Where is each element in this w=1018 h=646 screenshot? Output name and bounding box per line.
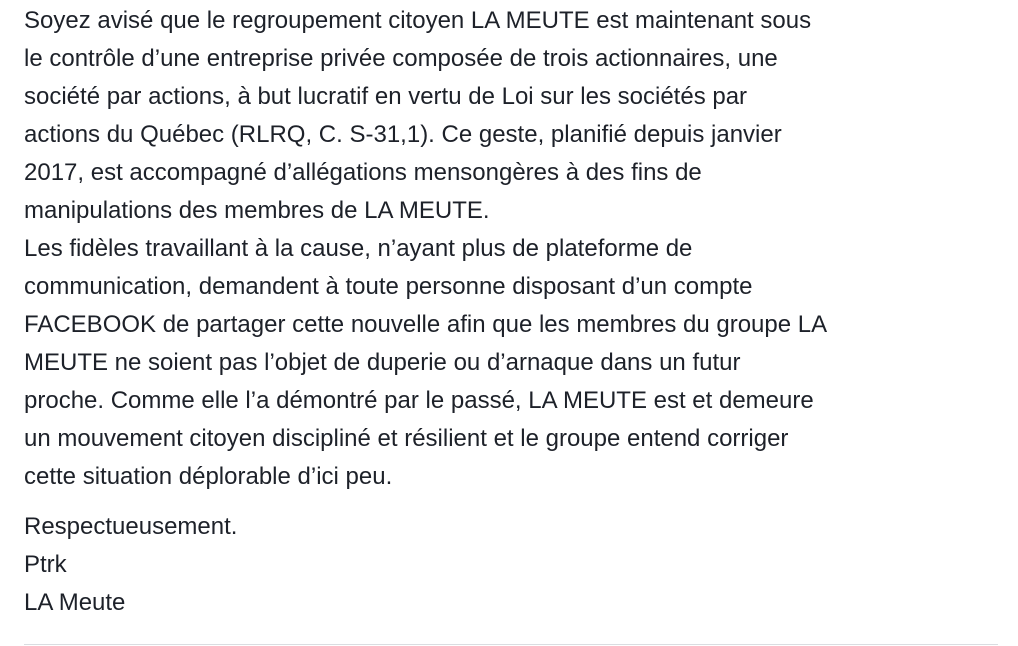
post-paragraph-1 [24, 2, 1014, 230]
paragraph-1-line-4: actions du Québec (RLRQ, C. S-31,1). Ce geste, planifié depuis janvier [24, 121, 782, 148]
post-divider [24, 644, 998, 645]
paragraph-2-line-6: un mouvement citoyen discipliné et résilient et le groupe entend corriger [24, 425, 789, 452]
paragraph-2-line-4: MEUTE ne soient pas l’objet de duperie ou d’arnaque dans un futur [24, 349, 741, 376]
paragraph-2-line-7: cette situation déplorable d’ici peu. [24, 463, 393, 490]
post-closing [24, 508, 1014, 622]
paragraph-1-line-2: le contrôle d’une entreprise privée composée de trois actionnaires, une [24, 45, 778, 72]
salutation: Respectueusement. [24, 513, 238, 540]
paragraph-2-line-1: Les fidèles travaillant à la cause, n’ayant plus de plateforme de [24, 235, 693, 262]
post-paragraph-2 [24, 230, 1014, 496]
paragraph-2-line-2: communication, demandent à toute personne disposant d’un compte [24, 273, 753, 300]
signature-organization: LA Meute [24, 589, 126, 616]
post-body [24, 2, 1014, 622]
paragraph-2-line-3: FACEBOOK de partager cette nouvelle afin que les membres du groupe LA [24, 311, 828, 338]
paragraph-2-line-5: proche. Comme elle l’a démontré par le passé, LA MEUTE est et demeure [24, 387, 814, 414]
paragraph-1-line-3: société par actions, à but lucratif en vertu de Loi sur les sociétés par [24, 83, 748, 110]
paragraph-1-line-6: manipulations des membres de LA MEUTE. [24, 197, 490, 224]
signature-name: Ptrk [24, 551, 67, 578]
paragraph-1-line-5: 2017, est accompagné d’allégations mensongères à des fins de [24, 159, 702, 186]
paragraph-1-line-1: Soyez avisé que le regroupement citoyen LA MEUTE est maintenant sous [24, 7, 812, 34]
